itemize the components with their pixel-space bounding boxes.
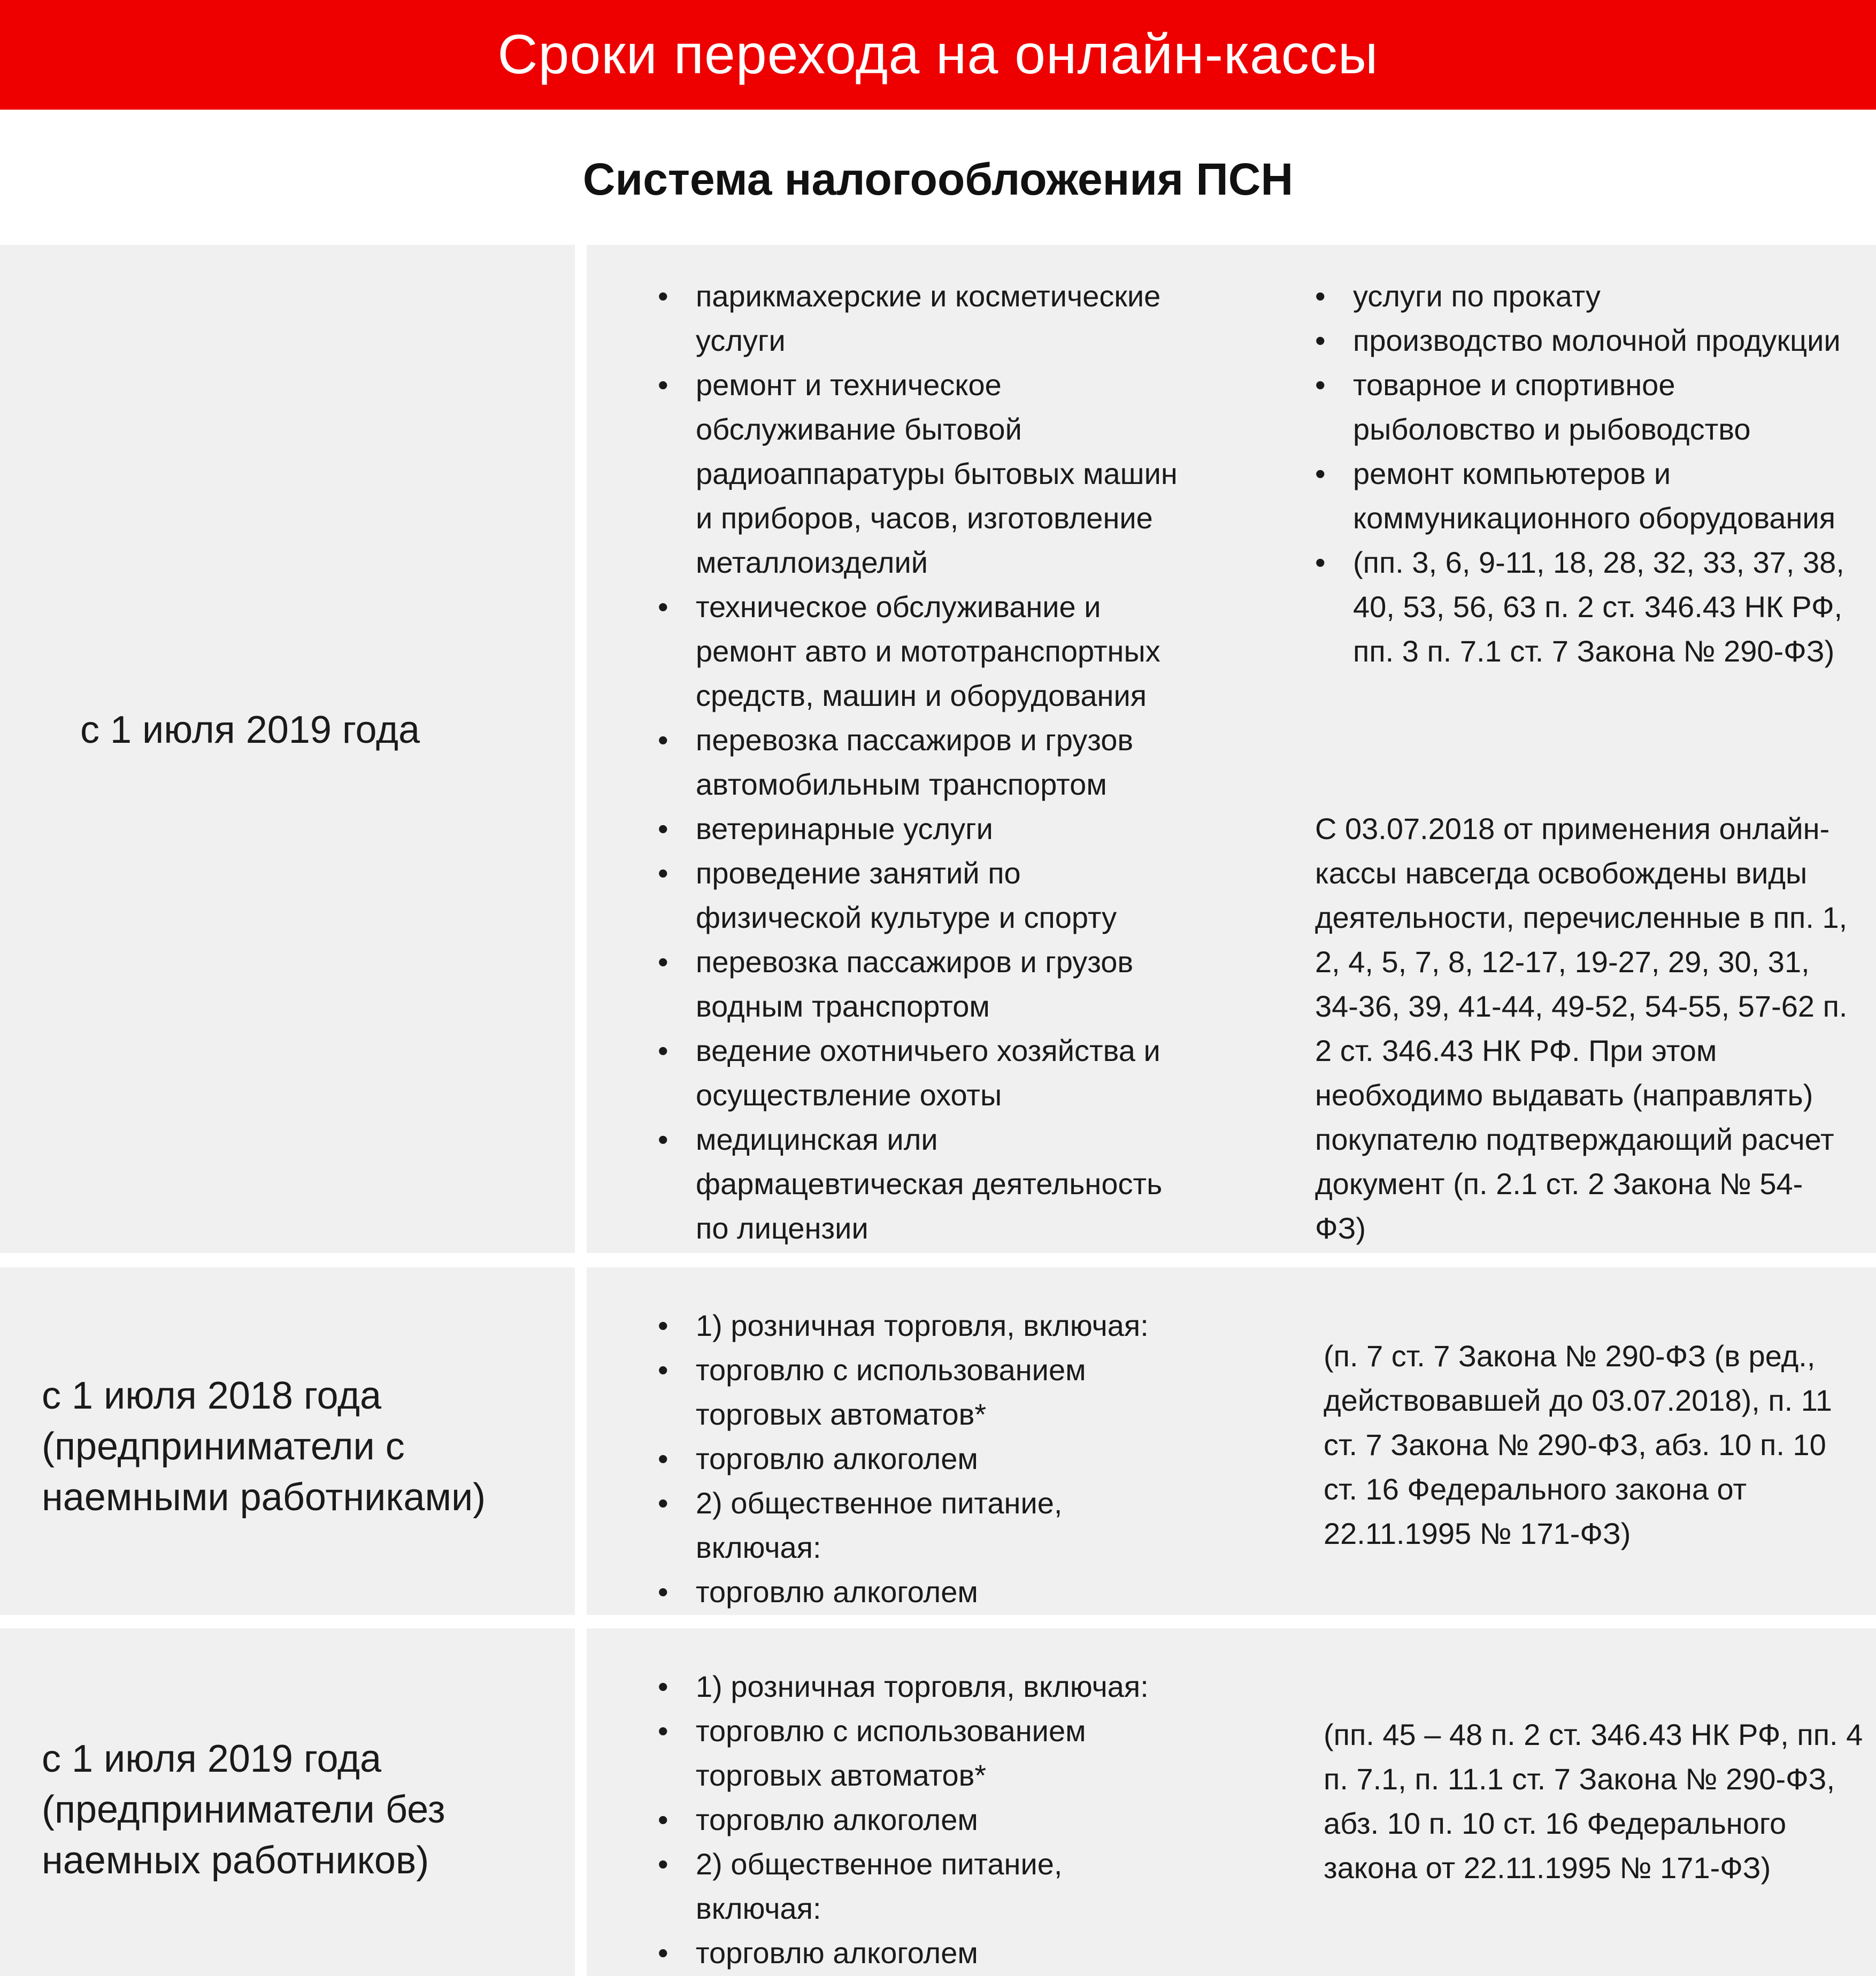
row-3-left-list	[658, 1664, 1193, 1975]
list-item: • парикмахерские и косметические услуги	[658, 274, 1193, 363]
list-item: • торговлю с использованием торговых автоматов*	[658, 1709, 1193, 1797]
list-item: • торговлю алкоголем	[658, 1570, 1193, 1614]
row-1-content-cell	[587, 245, 1876, 1253]
row-1-date-cell	[0, 245, 575, 1253]
list-item: • услуги по прокату	[1315, 274, 1850, 318]
list-item: • торговлю алкоголем	[658, 1436, 1193, 1481]
list-item: • 1) розничная торговля, включая:	[658, 1303, 1193, 1348]
list-item: • товарное и спортивное рыболовство и рыбоводство	[1315, 363, 1850, 451]
row-2-content-cell	[587, 1267, 1876, 1615]
list-item: • торговлю алкоголем	[658, 1797, 1193, 1842]
row-2-left-list	[658, 1303, 1193, 1614]
list-item: • торговлю алкоголем	[658, 1931, 1193, 1975]
row-2-date: с 1 июля 2018 года (предприниматели с наемными работниками)	[42, 1374, 486, 1519]
row-3-content-cell	[587, 1628, 1876, 1976]
row-1-date: с 1 июля 2019 года	[80, 709, 420, 751]
list-item: • ветеринарные услуги	[658, 806, 1193, 851]
list-item: • перевозка пассажиров и грузов водным транспортом	[658, 940, 1193, 1028]
list-item: • 2) общественное питание, включая:	[658, 1842, 1193, 1931]
list-item: • техническое обслуживание и ремонт авто и мототранспортных средств, машин и оборудования	[658, 585, 1193, 718]
list-item: • ремонт компьютеров и коммуникационного оборудования	[1315, 451, 1850, 540]
row-3-law-reference: (пп. 45 – 48 п. 2 ст. 346.43 НК РФ, пп. 4 п. 7.1, п. 11.1 ст. 7 Закона № 290-ФЗ, абз. 10 п. 10 ст. 16 Федерального закона от 22.11.1995 № 171-ФЗ)	[1324, 1718, 1863, 1885]
header-banner	[0, 0, 1876, 110]
row-3-date: с 1 июля 2019 года (предприниматели без наемных работников)	[42, 1737, 445, 1882]
page-title: Сроки перехода на онлайн-кассы	[497, 24, 1379, 86]
list-item: • производство молочной продукции	[1315, 318, 1850, 363]
row-1-right-list	[1315, 274, 1850, 673]
list-item: • (пп. 3, 6, 9-11, 18, 28, 32, 33, 37, 38, 40, 53, 56, 63 п. 2 ст. 346.43 НК РФ, пп. 3 п. 7.1 ст. 7 Закона № 290-ФЗ)	[1315, 540, 1850, 673]
list-item: • проведение занятий по физической культуре и спорту	[658, 851, 1193, 940]
list-item: • ведение охотничьего хозяйства и осуществление охоты	[658, 1028, 1193, 1117]
row-3-date-cell	[0, 1628, 575, 1976]
list-item: • 2) общественное питание, включая:	[658, 1481, 1193, 1570]
list-item: • перевозка пассажиров и грузов автомобильным транспортом	[658, 718, 1193, 806]
list-item: • торговлю с использованием торговых автоматов*	[658, 1348, 1193, 1436]
section-subtitle: Система налогообложения ПСН	[582, 153, 1294, 204]
list-item: • 1) розничная торговля, включая:	[658, 1664, 1193, 1709]
row-2-law-reference: (п. 7 ст. 7 Закона № 290-ФЗ (в ред., действовавшей до 03.07.2018), п. 11 ст. 7 Закона № 290-ФЗ, абз. 10 п. 10 ст. 16 Федерального закона от 22.11.1995 № 171-ФЗ)	[1324, 1339, 1832, 1550]
row-2-date-cell	[0, 1267, 575, 1615]
row-1-exemption-note: С 03.07.2018 от применения онлайн-кассы навсегда освобождены виды деятельности, перечисленные в пп. 1, 2, 4, 5, 7, 8, 12-17, 19-27, 29, 30, 31, 34-36, 39, 41-44, 49-52, 54-55, 57-62 п. 2 ст. 346.43 НК РФ. При этом необходимо выдавать (направлять) покупателю подтверждающий расчет документ (п. 2.1 ст. 2 Закона № 54-ФЗ)	[1315, 812, 1848, 1245]
list-item: • медицинская или фармацевтическая деятельность по лицензии	[658, 1117, 1193, 1250]
row-1-left-list	[658, 274, 1193, 1250]
list-item: • ремонт и техническое обслуживание бытовой радиоаппаратуры бытовых машин и приборов, часов, изготовление металлоизделий	[658, 363, 1193, 585]
